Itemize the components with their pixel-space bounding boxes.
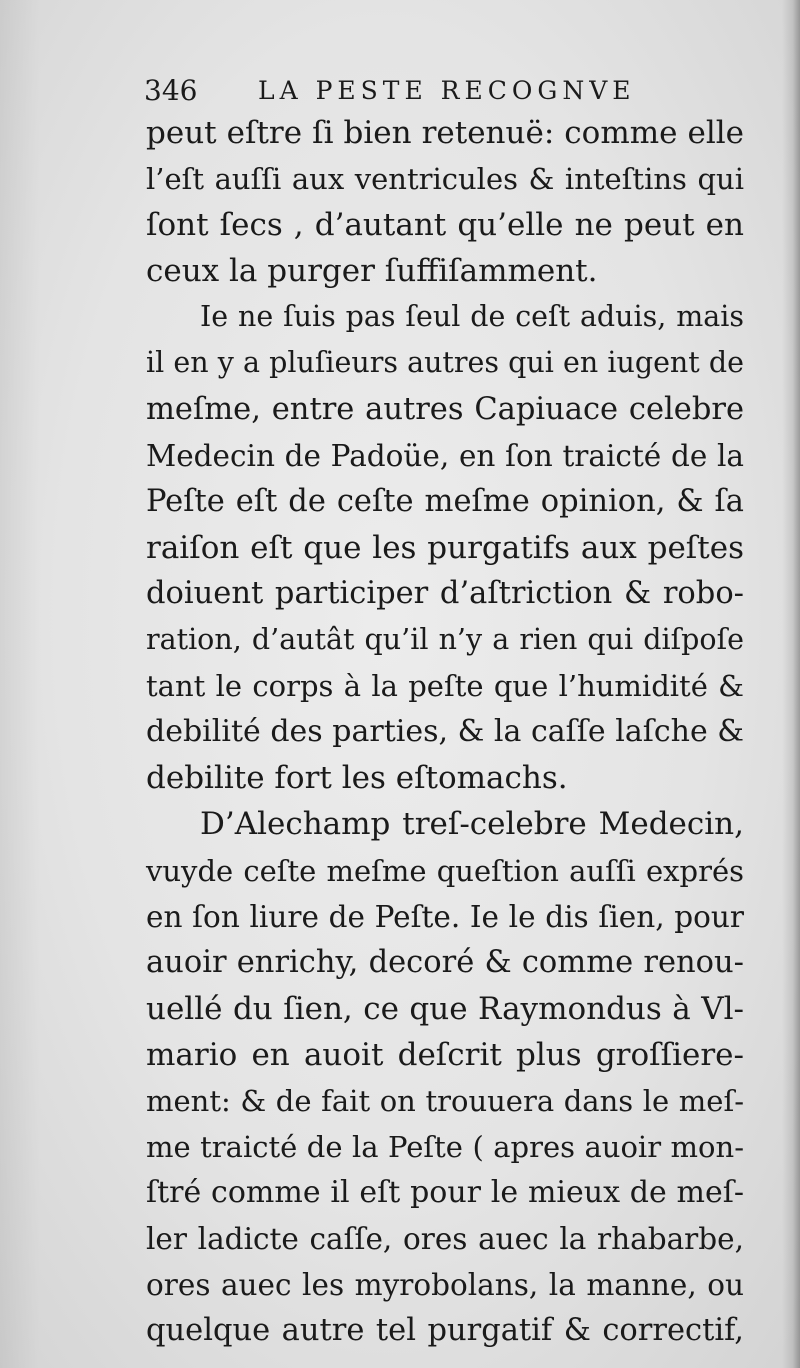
- text-line: tant le corps à la peſte que l’humidité &: [146, 669, 744, 704]
- text-line: doiuent participer d’aſtriction & robo-: [146, 575, 744, 611]
- running-title: LA PESTE RECOGNVE: [258, 76, 636, 105]
- text-line: me traicté de la Peſte ( apres auoir mon-: [146, 1130, 744, 1165]
- text-line: raiſon eſt que les purgatifs aux peſtes: [146, 529, 744, 566]
- text-line: uellé du ſien, ce que Raymondus à Vl-: [146, 990, 744, 1027]
- text-line: mario en auoit deſcrit plus groſſiere-: [146, 1036, 744, 1073]
- page-shadow-left: [0, 0, 40, 1368]
- text-line: quelque autre tel purgatif & correctif,: [146, 1313, 744, 1349]
- text-line: meſme, entre autres Capiuace celebre: [146, 391, 744, 427]
- text-line: debilité des parties, & la caſſe laſche &: [146, 714, 744, 750]
- text-line: vuyde ceſte meſme queſtion auſſi exprés: [146, 853, 744, 888]
- text-line: peut eſtre ſi bien retenuë: comme elle: [146, 115, 744, 151]
- text-line: D’Alechamp treſ-celebre Medecin,: [200, 806, 744, 843]
- text-line: debilite fort les eſtomachs.: [146, 760, 568, 797]
- text-line: ores auec les myrobolans, la manne, ou: [146, 1268, 744, 1303]
- text-line: ceux la purger ſuffiſamment.: [146, 253, 598, 290]
- text-line: Peſte eſt de ceſte meſme opinion, & ſa: [146, 483, 744, 519]
- text-line: en ſon liure de Peſte. Ie le dis ſien, pour: [146, 899, 744, 934]
- page-number: 346: [144, 74, 198, 107]
- text-line: ler ladicte caſſe, ores auec la rhabarbe,: [146, 1222, 744, 1257]
- page-header: [140, 70, 740, 114]
- text-line: l’eſt auſſi aux ventricules & inteſtins qui: [146, 162, 744, 197]
- text-line: Ie ne ſuis pas ſeul de ceſt aduis, mais: [200, 300, 744, 334]
- text-line: auoir enrichy, decoré & comme renou-: [146, 944, 744, 980]
- text-line: ration, d’autât qu’il n’y a rien qui diſpoſe: [146, 623, 744, 657]
- body-text: [146, 110, 744, 1355]
- text-line: ſtré comme il eſt pour le mieux de meſ-: [146, 1175, 744, 1211]
- text-line: Medecin de Padoüe, en ſon traicté de la: [146, 438, 744, 473]
- text-line: il en y a pluſieurs autres qui en iugent de: [146, 346, 744, 380]
- text-line: ſont ſecs , d’autant qu’elle ne peut en: [146, 207, 744, 244]
- page-edge-right: [782, 0, 800, 1368]
- text-line: ment: & de fait on trouuera dans le meſ-: [146, 1083, 744, 1118]
